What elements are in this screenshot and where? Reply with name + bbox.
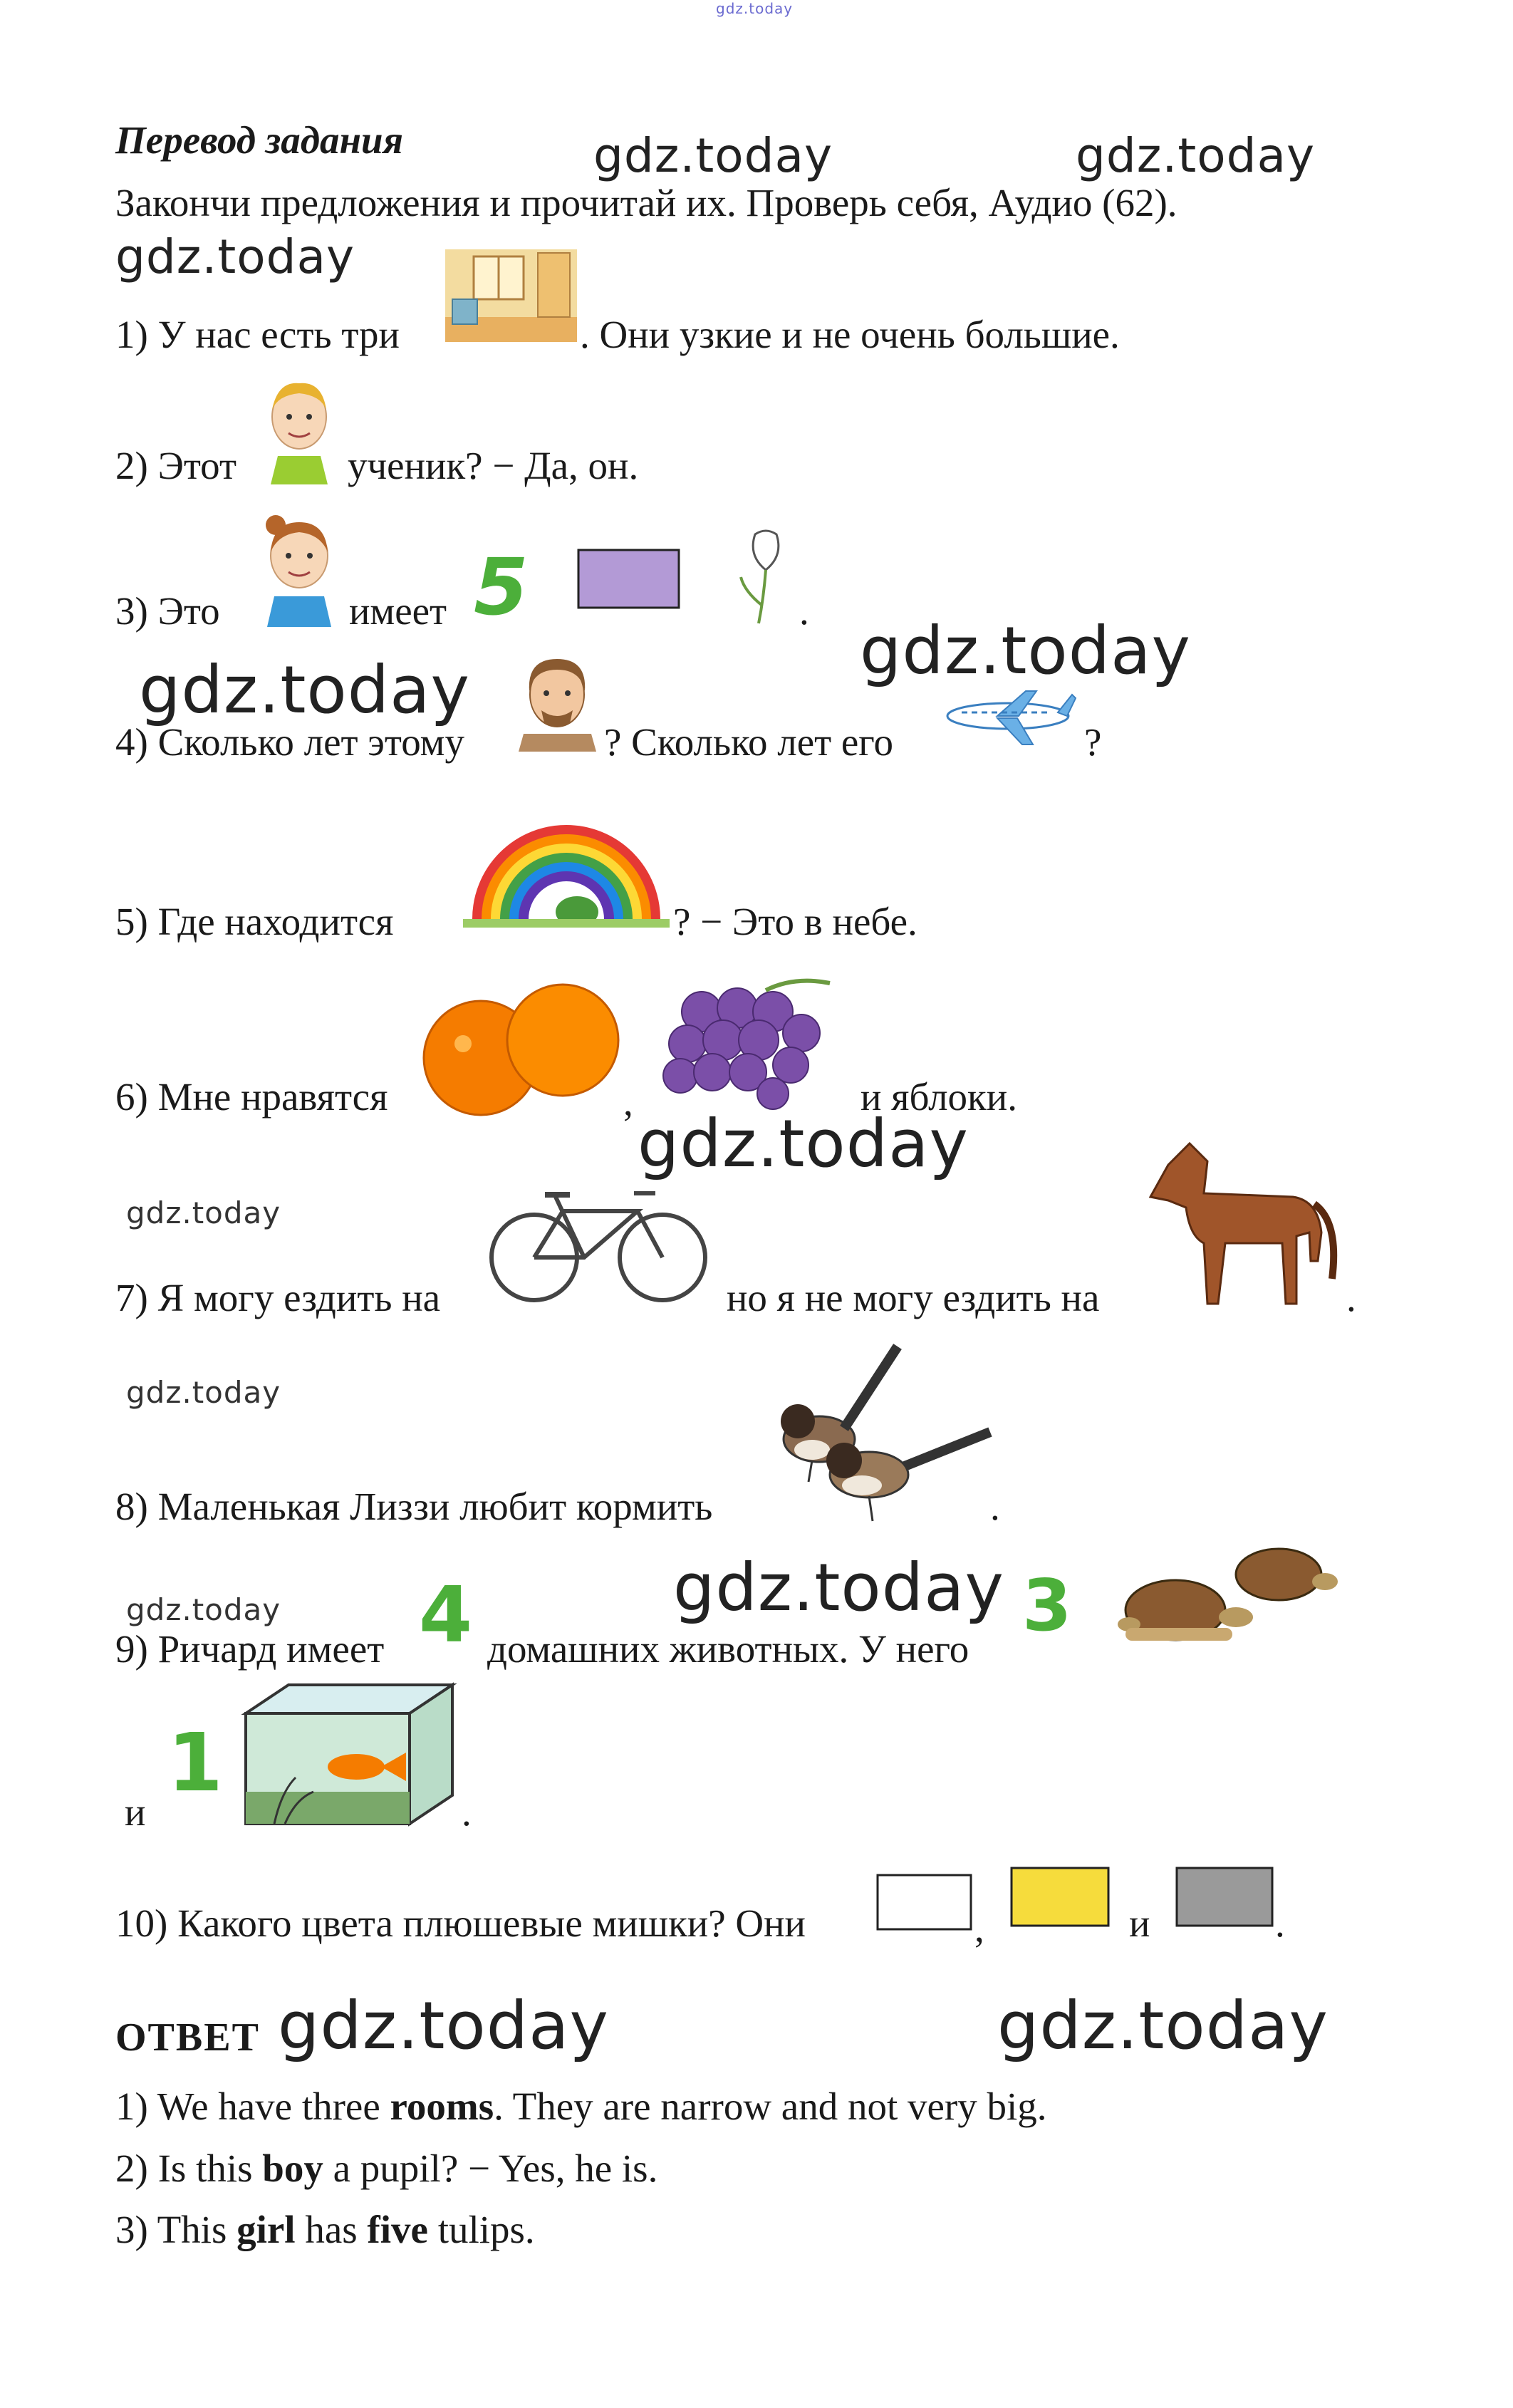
top-watermark: gdz.today [716,0,794,17]
watermark: gdz.today [278,1988,609,2064]
bicycle-picture [484,1179,712,1304]
item-8-part-1: 8) Маленькая Лиззи любит кормить [115,1485,713,1528]
item-2-part-1: 2) Этот [115,444,236,487]
number-three: 3 [1022,1564,1072,1647]
number-five: 5 [474,541,529,633]
number-four: 4 [419,1571,473,1660]
watermark: gdz.today [126,1592,281,1627]
item-10-part-1: 10) Какого цвета плюшевые мишки? Они [115,1901,806,1945]
item-4-part-3: ? [1084,720,1102,764]
answer-line-1: 1) We have three rooms. They are narrow and not very big. [115,2085,1047,2128]
yellow-card [1010,1867,1110,1927]
rainbow-picture [463,777,670,930]
item-9-part-2: домашних животных. У него [487,1627,969,1671]
item-5-part-1: 5) Где находится [115,900,394,943]
plane-picture [940,684,1076,748]
purple-card [577,549,680,609]
item-7-part-3: . [1346,1276,1356,1319]
watermark: gdz.today [673,1550,1004,1626]
item-10-part-3: и [1129,1901,1150,1945]
white-card [876,1874,972,1931]
item-1-part-2: . Они узкие и не очень большие. [580,313,1120,356]
oranges-picture [420,976,623,1119]
item-5-part-2: ? − Это в небе. [673,900,917,943]
item-4-part-1: 4) Сколько лет этому [115,720,464,764]
answer-heading: ОТВЕТ [115,2015,260,2060]
watermark: gdz.today [860,613,1191,689]
answer-line-2: 2) Is this boy a pupil? − Yes, he is. [115,2147,658,2190]
man-picture [516,652,598,752]
watermark: gdz.today [638,1106,969,1182]
item-3-part-1: 3) Это [115,589,220,633]
item-2-part-2: ученик? − Да, он. [348,444,639,487]
girl-picture [260,509,338,627]
item-7-part-2: но я не могу ездить на [727,1276,1100,1319]
item-7-part-1: 7) Я могу ездить на [115,1276,441,1319]
item-1-part-1: 1) У нас есть три [115,313,400,356]
horse-picture [1140,1136,1339,1311]
item-10-part-4: . [1275,1901,1285,1945]
birds-picture [769,1339,997,1525]
room-picture [445,249,577,342]
item-10-part-2: , [974,1906,984,1950]
item-8-part-2: . [990,1485,1000,1528]
aquarium-picture [246,1685,452,1827]
tulip-picture [734,527,798,627]
item-4-part-2: ? Сколько лет его [604,720,894,764]
translation-heading: Перевод задания [115,118,403,162]
item-6-part-2: , [623,1080,633,1123]
item-6-part-1: 6) Мне нравятся [115,1075,388,1119]
item-9b-part-1: и [125,1790,146,1834]
item-9-part-1: 9) Ричард имеет [115,1627,385,1671]
item-3-part-2: имеет [349,589,447,633]
watermark: gdz.today [997,1988,1329,2064]
watermark: gdz.today [1076,128,1316,183]
number-one: 1 [167,1717,223,1810]
gray-card [1175,1867,1274,1927]
grapes-picture [659,969,848,1111]
answer-line-3: 3) This girl has five tulips. [115,2208,535,2251]
turtles-picture [1118,1542,1332,1656]
item-6-part-3: и яблоки. [861,1075,1017,1119]
watermark: gdz.today [593,128,833,183]
instruction-text: Закончи предложения и прочитай их. Проверь себя, Аудио (62). [115,181,1177,224]
boy-picture [264,378,335,484]
item-9b-part-2: . [462,1790,472,1834]
watermark: gdz.today [139,652,470,728]
item-3-part-3: . [799,589,809,633]
watermark: gdz.today [126,1195,281,1230]
watermark: gdz.today [126,1375,281,1410]
watermark: gdz.today [115,229,355,284]
